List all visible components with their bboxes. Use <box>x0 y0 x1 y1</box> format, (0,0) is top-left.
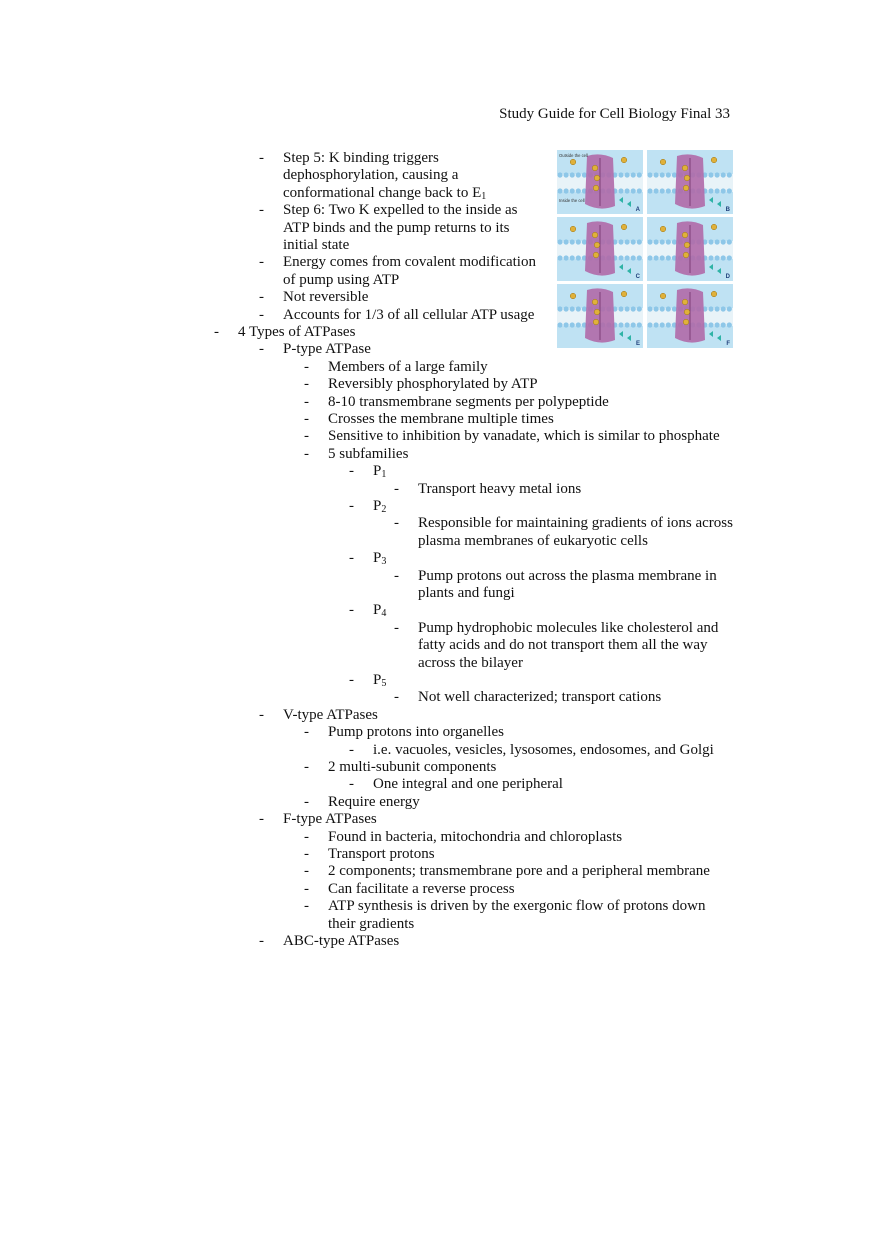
outline-text: conformational change back to E <box>283 184 482 201</box>
bullet-dash: - <box>394 619 399 636</box>
outline-line <box>283 341 371 358</box>
outline-line <box>283 237 349 254</box>
bullet-dash: - <box>304 828 309 845</box>
outline-text: plasma membranes of eukaryotic cells <box>418 532 648 549</box>
outline-line <box>373 463 386 480</box>
outline-text: plants and fungi <box>418 585 515 601</box>
bullet-dash: - <box>304 880 309 897</box>
outline-text: ATP synthesis is driven by the exergonic flow of protons down <box>328 898 706 915</box>
bullet-dash: - <box>349 602 354 619</box>
outline-line <box>418 620 718 637</box>
outline-line <box>373 742 714 759</box>
figure-panel <box>557 150 643 214</box>
bullet-dash: - <box>394 480 399 497</box>
bullet-dash: - <box>349 672 354 688</box>
subscript: 1 <box>381 469 387 481</box>
outline-line <box>283 811 377 828</box>
outline-text: Transport heavy metal ions <box>418 480 582 497</box>
bullet-dash: - <box>304 846 309 862</box>
outline-text: Transport protons <box>328 846 435 862</box>
outline-line <box>418 585 515 602</box>
outline-text: Members of a large family <box>328 358 488 375</box>
subscript: 3 <box>381 556 387 568</box>
bullet-dash: - <box>304 393 309 410</box>
bullet-dash: - <box>259 306 264 323</box>
outline-text: ABC-type ATPases <box>283 933 400 949</box>
outline-text: their gradients <box>328 915 415 932</box>
outline-line <box>283 933 399 950</box>
outline-text: P-type ATPase <box>283 341 371 358</box>
outline-line <box>283 307 534 324</box>
outside-label: Outside the cell <box>559 153 588 158</box>
figure-panel <box>647 217 733 281</box>
bullet-dash: - <box>259 150 264 166</box>
outline-line <box>418 481 581 498</box>
outline-line <box>328 794 420 811</box>
outline-text: P <box>373 498 382 514</box>
bullet-dash: - <box>349 498 354 514</box>
outline-text: V-type ATPases <box>283 706 378 723</box>
outline-line <box>328 724 504 741</box>
outline-line <box>328 846 435 863</box>
page-header: Study Guide for Cell Biology Final 33 <box>499 106 730 122</box>
bullet-dash: - <box>304 759 309 775</box>
outline-line <box>328 446 408 463</box>
outline-line <box>328 359 488 376</box>
bullet-dash: - <box>304 793 309 810</box>
bullet-dash: - <box>304 376 309 393</box>
bullet-dash: - <box>304 724 309 741</box>
bullet-dash: - <box>349 776 354 793</box>
bullet-dash: - <box>259 254 264 271</box>
subscript: 5 <box>381 678 387 689</box>
outline-line <box>283 185 486 202</box>
bullet-dash: - <box>304 411 309 427</box>
outline-text: Not well characterized; transport cations <box>418 689 662 706</box>
outline-text: of pump using ATP <box>283 271 400 288</box>
panel-label: C <box>635 274 640 280</box>
bullet-dash: - <box>349 463 354 480</box>
outline-line <box>373 498 386 515</box>
outline-line <box>373 776 563 793</box>
outline-text: 8-10 transmembrane segments per polypeptide <box>328 393 609 410</box>
outline-line <box>373 550 386 567</box>
outline-text: P <box>373 463 382 480</box>
bullet-dash: - <box>349 550 354 567</box>
outline-text: 2 multi-subunit components <box>328 759 497 775</box>
bullet-dash: - <box>394 515 399 532</box>
panel-label: A <box>635 207 640 213</box>
outline-text: Pump protons out across the plasma membrane in <box>418 567 717 584</box>
figure-panel <box>647 284 733 348</box>
outline-text: dephosphorylation, causing a <box>283 167 459 184</box>
outline-line <box>283 289 368 306</box>
outline-text: Pump protons into organelles <box>328 724 504 741</box>
bullet-dash: - <box>259 289 264 306</box>
panel-label: B <box>725 207 730 213</box>
outline-text: Pump hydrophobic molecules like cholesterol and <box>418 619 719 636</box>
outline-line <box>328 881 515 898</box>
outline-line <box>238 324 355 341</box>
bullet-dash: - <box>394 567 399 584</box>
outline-line <box>328 916 414 933</box>
figure-panel <box>557 217 643 281</box>
outline-text: P <box>373 550 382 567</box>
inside-label: Inside the cell <box>559 198 585 203</box>
outline-text: Crosses the membrane multiple times <box>328 411 554 427</box>
panel-label: E <box>635 341 640 347</box>
outline-line <box>418 689 661 706</box>
outline-line <box>418 515 733 532</box>
outline-text: Found in bacteria, mitochondria and chloroplasts <box>328 828 623 845</box>
outline-line <box>283 202 517 219</box>
outline-text: fatty acids and do not transport them all the way <box>418 637 708 654</box>
figure-panel <box>557 284 643 348</box>
bullet-dash: - <box>259 811 264 828</box>
outline-text: P <box>373 602 382 619</box>
outline-text: across the bilayer <box>418 654 523 671</box>
sodium-potassium-pump-figure <box>557 150 733 350</box>
outline-line <box>328 428 720 445</box>
outline-line <box>283 272 399 289</box>
outline-line <box>418 568 717 585</box>
outline-line <box>373 672 386 689</box>
outline-line <box>418 637 708 654</box>
outline-line <box>328 829 622 846</box>
outline-text: initial state <box>283 237 350 253</box>
outline-line <box>328 411 554 428</box>
bullet-dash: - <box>259 341 264 358</box>
outline-text: Accounts for 1/3 of all cellular ATP usage <box>283 306 535 323</box>
outline-line <box>328 394 609 411</box>
outline-line <box>328 376 538 393</box>
bullet-dash: - <box>349 741 354 758</box>
outline-line <box>283 167 458 184</box>
outline-text: Reversibly phosphorylated by ATP <box>328 376 538 393</box>
subscript: 4 <box>381 608 387 620</box>
bullet-dash: - <box>304 898 309 915</box>
outline-text: Require energy <box>328 793 420 810</box>
bullet-dash: - <box>304 445 309 462</box>
bullet-dash: - <box>304 428 309 445</box>
bullet-dash: - <box>304 358 309 375</box>
bullet-dash: - <box>394 689 399 706</box>
bullet-dash: - <box>259 933 264 949</box>
outline-line <box>418 533 648 550</box>
outline-text: 5 subfamilies <box>328 445 409 462</box>
outline-text: Step 6: Two K expelled to the inside as <box>283 202 518 219</box>
bullet-dash: - <box>214 324 219 340</box>
panel-label: D <box>725 274 730 280</box>
bullet-dash: - <box>259 202 264 219</box>
outline-text: Responsible for maintaining gradients of ions across <box>418 515 733 532</box>
outline-line <box>373 602 386 619</box>
outline-text: 2 components; transmembrane pore and a peripheral membrane <box>328 863 710 880</box>
outline-line <box>418 655 523 672</box>
outline-line <box>283 254 536 271</box>
outline-line <box>328 759 496 776</box>
outline-text: Can facilitate a reverse process <box>328 880 515 897</box>
subscript: 2 <box>381 504 387 515</box>
outline-line <box>283 150 439 167</box>
outline-text: F-type ATPases <box>283 811 377 828</box>
panel-label: F <box>726 341 730 347</box>
subscript: 1 <box>481 190 487 202</box>
outline-text: P <box>373 672 382 688</box>
bullet-dash: - <box>259 706 264 723</box>
outline-text: Step 5: K binding triggers <box>283 150 439 166</box>
bullet-dash: - <box>304 863 309 880</box>
outline-line <box>328 898 705 915</box>
outline-text: ATP binds and the pump returns to its <box>283 219 510 236</box>
outline-text: i.e. vacuoles, vesicles, lysosomes, endosomes, and Golgi <box>373 741 714 758</box>
outline-line <box>328 863 710 880</box>
figure-panel <box>647 150 733 214</box>
outline-text: 4 Types of ATPases <box>238 324 356 340</box>
outline-line <box>283 707 378 724</box>
outline-text: Energy comes from covalent modification <box>283 254 536 271</box>
outline-line <box>283 220 510 237</box>
outline-text: One integral and one peripheral <box>373 776 563 793</box>
outline-text: Sensitive to inhibition by vanadate, which is similar to phosphate <box>328 428 720 445</box>
outline-text: Not reversible <box>283 289 369 306</box>
